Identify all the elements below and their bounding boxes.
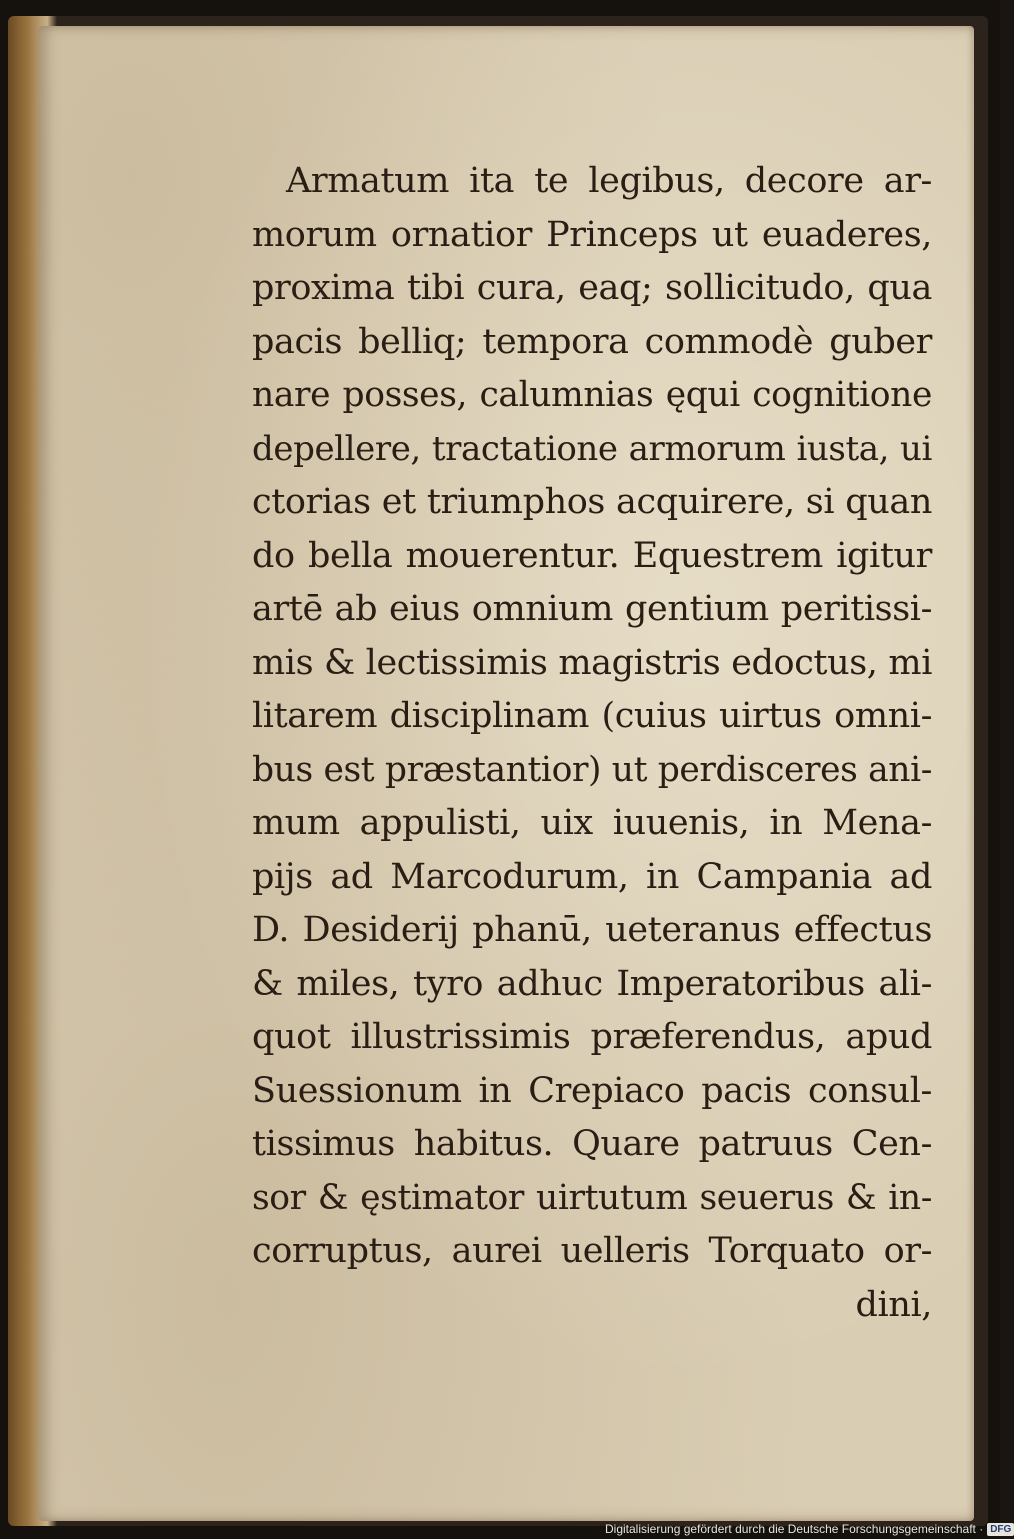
text-line: mum appulisti, uix iuuenis, in Mena- [252,803,932,843]
funding-attribution: Digitalisierung gefördert durch die Deutsche Forschungsgemeinschaft · [605,1522,984,1536]
text-line: bus est præstantior) ut perdisceres ani- [252,749,932,790]
text-line: & miles, tyro adhuc Imperatoribus ali- [252,963,932,1004]
text-line: nare posses, calumnias ęqui cognitione [252,375,932,415]
text-line: quot illustrissimis præferendus, apud [252,1017,932,1057]
catchword-line: dini, [855,1284,932,1325]
text-line: litarem disciplinam (cuius uirtus omni- [252,696,932,736]
dfg-logo: DFG [987,1523,1014,1536]
text-line: D. Desiderij phanū, ueteranus effectus [252,910,932,950]
text-line: morum ornatior Princeps ut euaderes, [252,214,932,255]
text-line: mis & lectissimis magistris edoctus, mi [252,642,932,683]
text-line: tissimus habitus. Quare patruus Cen- [252,1124,932,1164]
text-line: corruptus, aurei uelleris Torquato or- [252,1231,932,1271]
text-line: do bella mouerentur. Equestrem igitur [252,535,932,576]
text-line: sor & ęstimator uirtutum seuerus & in- [252,1177,932,1218]
text-line: ctorias et triumphos acquirere, si quan [252,482,932,522]
text-line: depellere, tractatione armorum iusta, ui [252,428,932,469]
page-text-block [252,155,932,1332]
text-line: pijs ad Marcodurum, in Campania ad [252,856,932,897]
digitization-footer [605,1521,1014,1537]
text-line: pacis belliq; tempora commodè guber [252,321,932,362]
text-line: Suessionum in Crepiaco pacis consul- [252,1070,932,1111]
text-line: Armatum ita te legibus, decore ar- [286,161,932,201]
text-line: proxima tibi cura, eaq; sollicitudo, qua [252,268,932,308]
text-line: artē ab eius omnium gentium peritissi- [252,589,932,629]
